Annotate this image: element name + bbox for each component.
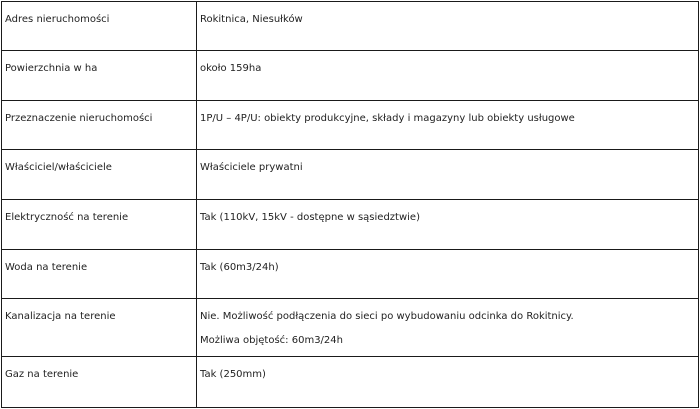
row-label: Właściciel/właściciele (5, 162, 112, 174)
row-label: Elektryczność na terenie (5, 212, 129, 224)
row-value-cell (197, 298, 699, 356)
row-label-cell (2, 298, 197, 356)
row-value-cell (197, 356, 699, 407)
row-value-cell (197, 51, 699, 101)
table-row (2, 2, 699, 51)
table-row (2, 101, 699, 150)
row-label-cell (2, 200, 197, 249)
row-label: Kanalizacja na terenie (5, 310, 116, 322)
row-value-cell (197, 249, 699, 298)
row-value-cell (197, 150, 699, 200)
row-value: Tak (110kV, 15kV - dostępne w sąsiedztwie) (200, 212, 420, 224)
row-label: Adres nieruchomości (5, 14, 110, 25)
table-row (2, 356, 699, 407)
row-label: Gaz na terenie (5, 368, 79, 380)
row-value: 1P/U – 4P/U: obiekty produkcyjne, składy i magazyny lub obiekty usługowe (200, 113, 575, 125)
row-label: Powierzchnia w ha (5, 63, 98, 75)
row-value: Właściciele prywatni (200, 162, 303, 174)
row-label-cell (2, 2, 197, 51)
property-info-table (1, 1, 699, 408)
row-label: Woda na terenie (5, 261, 88, 273)
row-value: Nie. Możliwość podłączenia do sieci po wybudowaniu odcinka do Rokitnicy. (200, 310, 574, 322)
row-value: Tak (250mm) (200, 368, 266, 380)
row-label: Przeznaczenie nieruchomości (5, 113, 153, 125)
row-label-cell (2, 150, 197, 200)
table-row (2, 150, 699, 200)
table-row (2, 200, 699, 249)
row-value: Tak (60m3/24h) (200, 261, 279, 273)
row-label-cell (2, 356, 197, 407)
row-label-cell (2, 249, 197, 298)
row-value-cell (197, 2, 699, 51)
row-value: około 159ha (200, 63, 262, 75)
table-row (2, 298, 699, 356)
table-row (2, 51, 699, 101)
table-row (2, 249, 699, 298)
row-value-cell (197, 101, 699, 150)
row-label-cell (2, 51, 197, 101)
row-value: Rokitnica, Niesułków (200, 14, 303, 25)
row-value-cell (197, 200, 699, 249)
row-value-secondary: Możliwa objętość: 60m3/24h (200, 334, 343, 346)
row-label-cell (2, 101, 197, 150)
